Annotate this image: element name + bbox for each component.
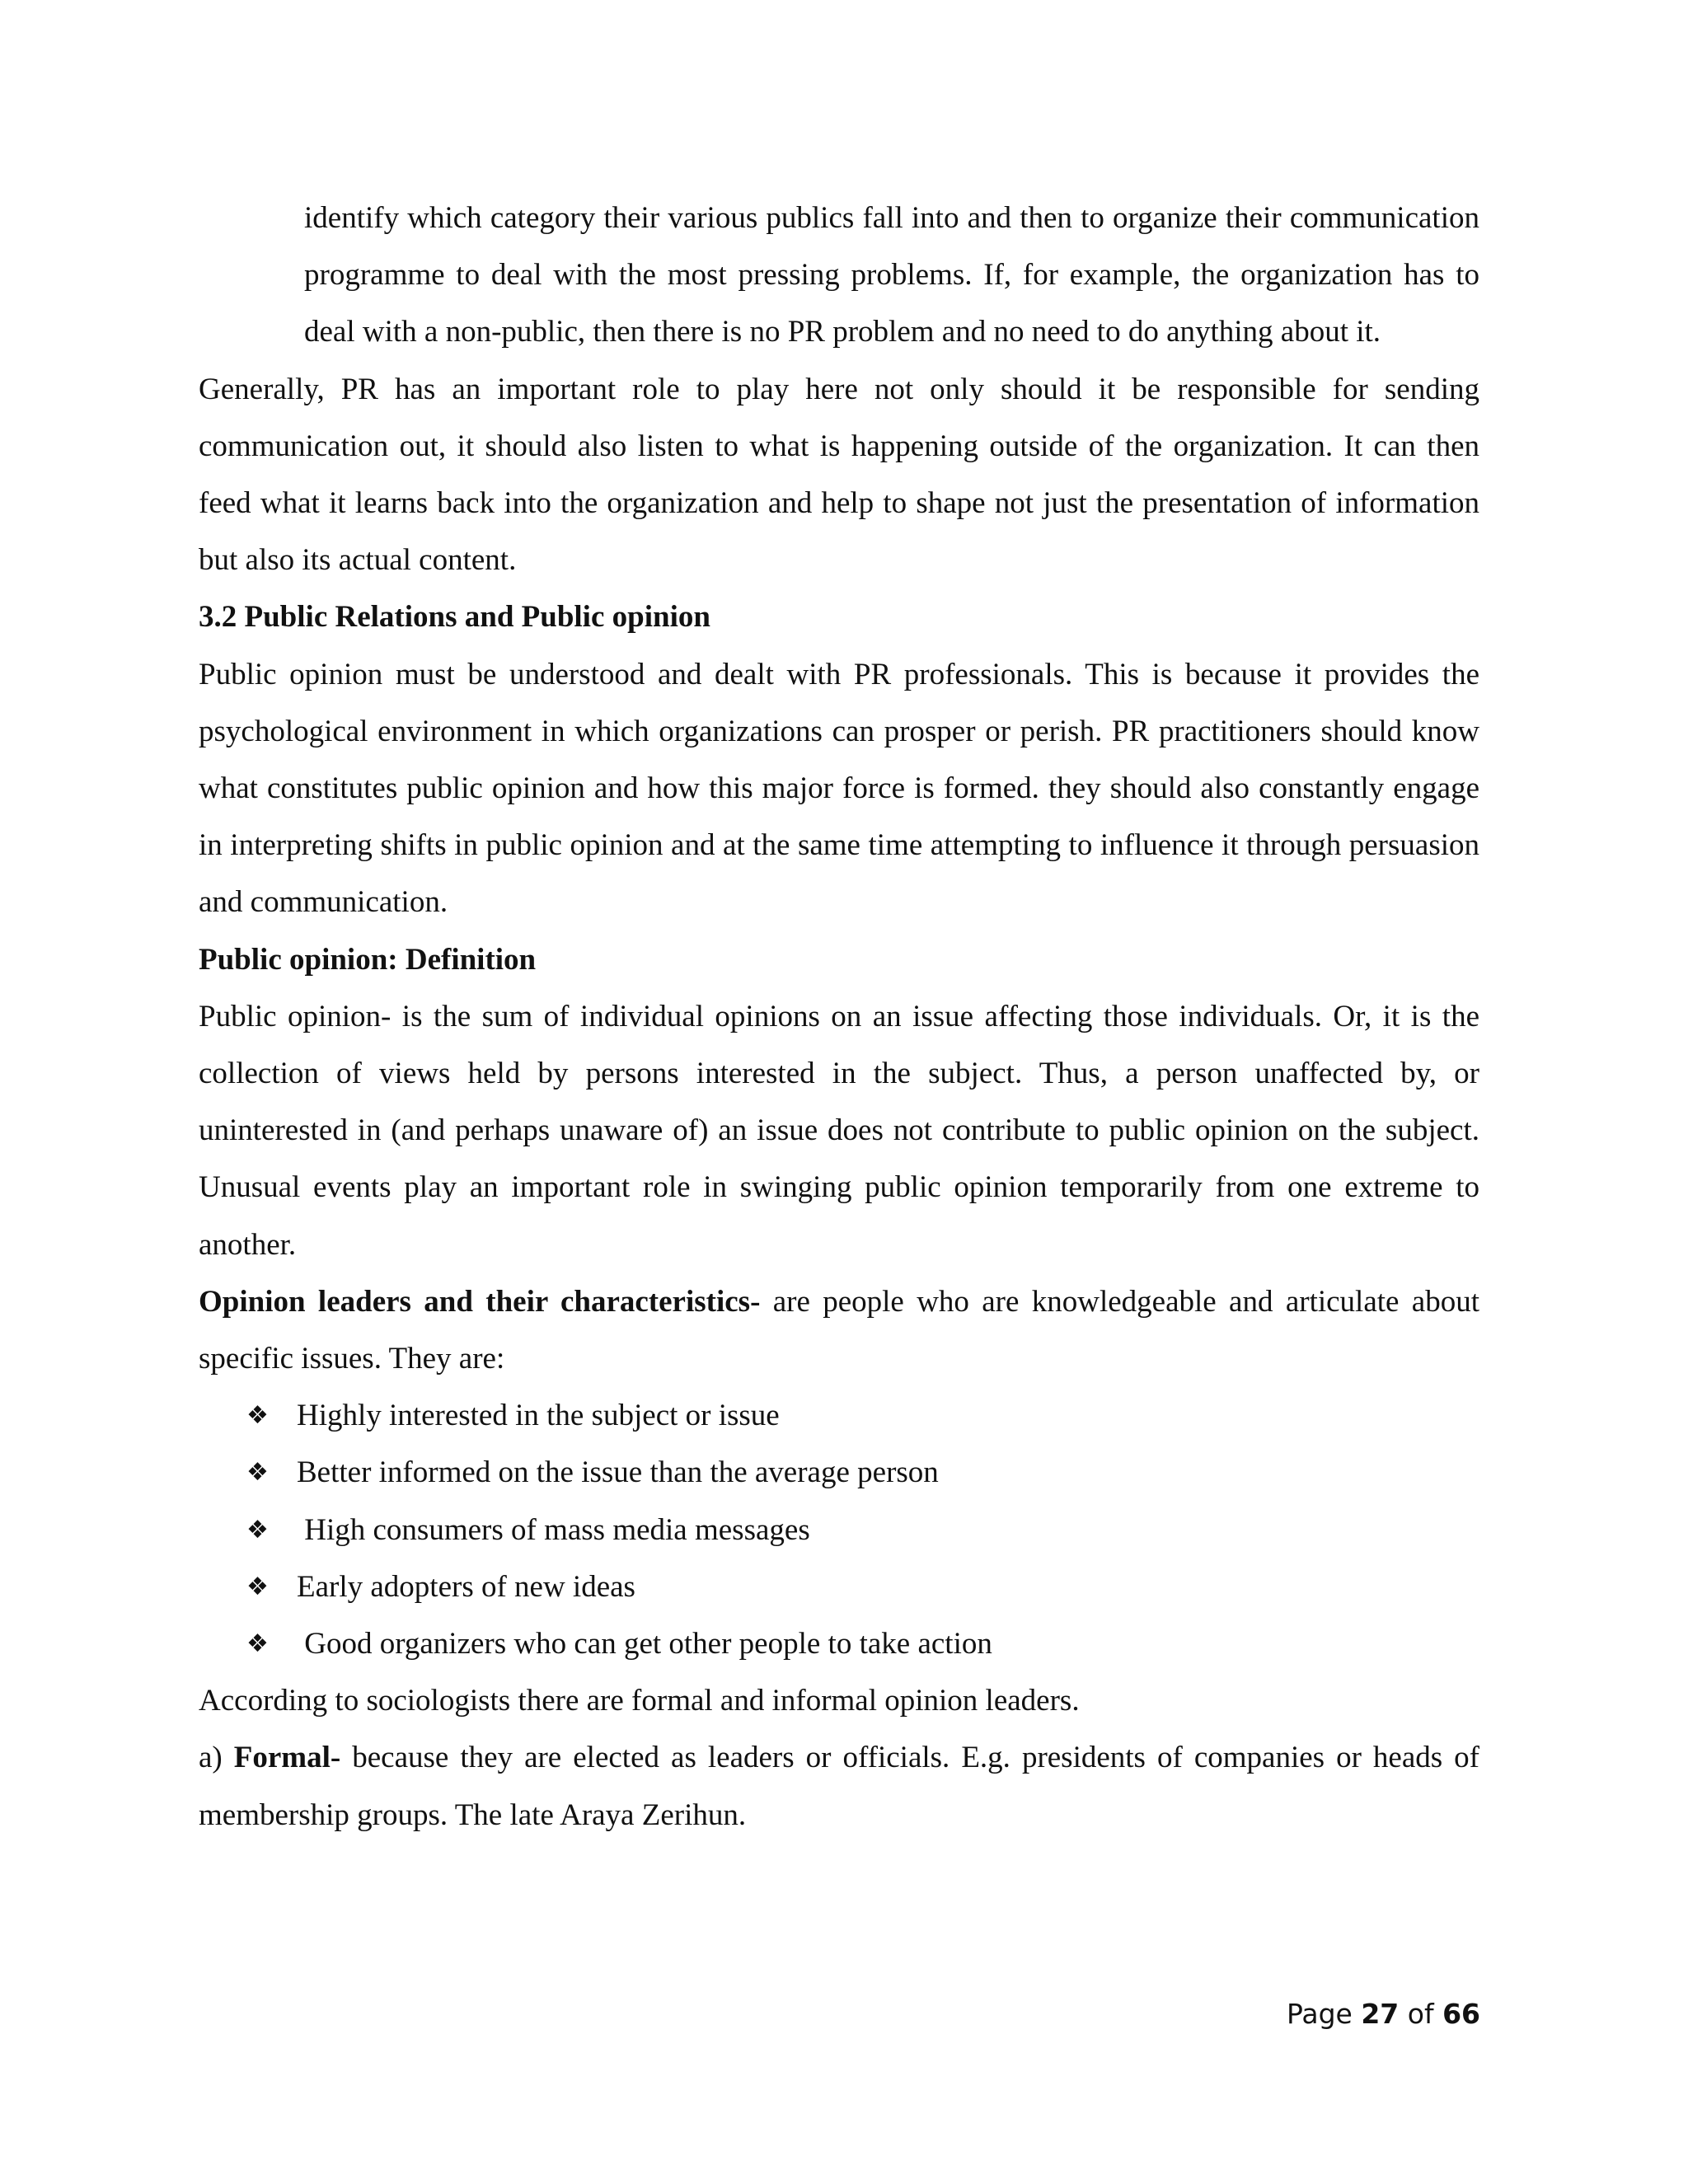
current-page-number: 27 (1361, 1998, 1400, 2030)
paragraph-formal-leaders (199, 1729, 1479, 1843)
of-label: of (1399, 1998, 1443, 2030)
page-body (199, 190, 1479, 1844)
list-item-text: High consumers of mass media messages (297, 1512, 810, 1547)
paragraph-definition: Public opinion- is the sum of individual opinions on an issue affecting those individuals. Or, it is the collection of views held by persons interested in the subject. Thus, a person unaffected by, or uninterested in (and perhaps unaware of) an issue does not contribute to public opinion on the subject. Unusual events play an important role in swinging public opinion temporarily from one extreme to another. (199, 999, 1479, 1262)
continuation-paragraph: identify which category their various publics fall into and then to organize their communication programme to deal with the most pressing problems. If, for example, the organization has to deal with a non-public, then there is no PR problem and no need to do anything about it. (304, 201, 1479, 349)
opinion-leaders-text: are people who are knowledgeable and articulate about specific issues. They are: (199, 1284, 1479, 1376)
list-item (199, 1558, 1479, 1615)
paragraph-pr-role: Generally, PR has an important role to play here not only should it be responsible for sending communication out, it should also listen to what is happening outside of the organization. It can then feed what it learns back into the organization and help to shape not just the presentation of information but also its actual content. (199, 372, 1479, 578)
list-item-text: Good organizers who can get other people to take action (297, 1627, 992, 1661)
list-item (199, 1387, 1479, 1444)
section-heading: 3.2 Public Relations and Public opinion (199, 600, 710, 635)
list-item-text: Better informed on the issue than the average person (297, 1455, 939, 1490)
formal-text: because they are elected as leaders or officials. E.g. presidents of companies or heads of membership groups. The late Araya Zerihun. (199, 1741, 1479, 1832)
page-number-footer (1287, 1998, 1480, 2030)
list-item-text: Highly interested in the subject or issue (297, 1399, 780, 1433)
opinion-leaders-term: Opinion leaders and their characteristics- (199, 1284, 761, 1319)
paragraph-public-opinion: Public opinion must be understood and dealt with PR professionals. This is because it provides the psychological environment in which organizations can prosper or perish. PR practitioners should know what constitutes public opinion and how this major force is formed. they should also constantly engage in interpreting shifts in public opinion and at the same time attempting to influence it through persuasion and communication. (199, 657, 1479, 920)
page-label: Page (1286, 1998, 1362, 2030)
formal-term: Formal- (233, 1741, 341, 1775)
diamond-bullet-icon: ❖ (246, 1401, 269, 1431)
list-item (199, 1615, 1479, 1672)
paragraph-sociologists: According to sociologists there are formal and informal opinion leaders. (199, 1684, 1080, 1718)
diamond-bullet-icon: ❖ (246, 1572, 269, 1601)
characteristics-list (199, 1387, 1479, 1672)
diamond-bullet-icon: ❖ (246, 1458, 269, 1488)
formal-prefix: a) (199, 1741, 234, 1775)
list-item (199, 1444, 1479, 1501)
list-item (199, 1502, 1479, 1558)
list-item-text: Early adopters of new ideas (297, 1569, 635, 1604)
definition-heading: Public opinion: Definition (199, 942, 537, 977)
diamond-bullet-icon: ❖ (246, 1629, 269, 1659)
total-pages-number: 66 (1442, 1998, 1480, 2030)
paragraph-opinion-leaders (199, 1273, 1479, 1387)
diamond-bullet-icon: ❖ (246, 1515, 269, 1544)
